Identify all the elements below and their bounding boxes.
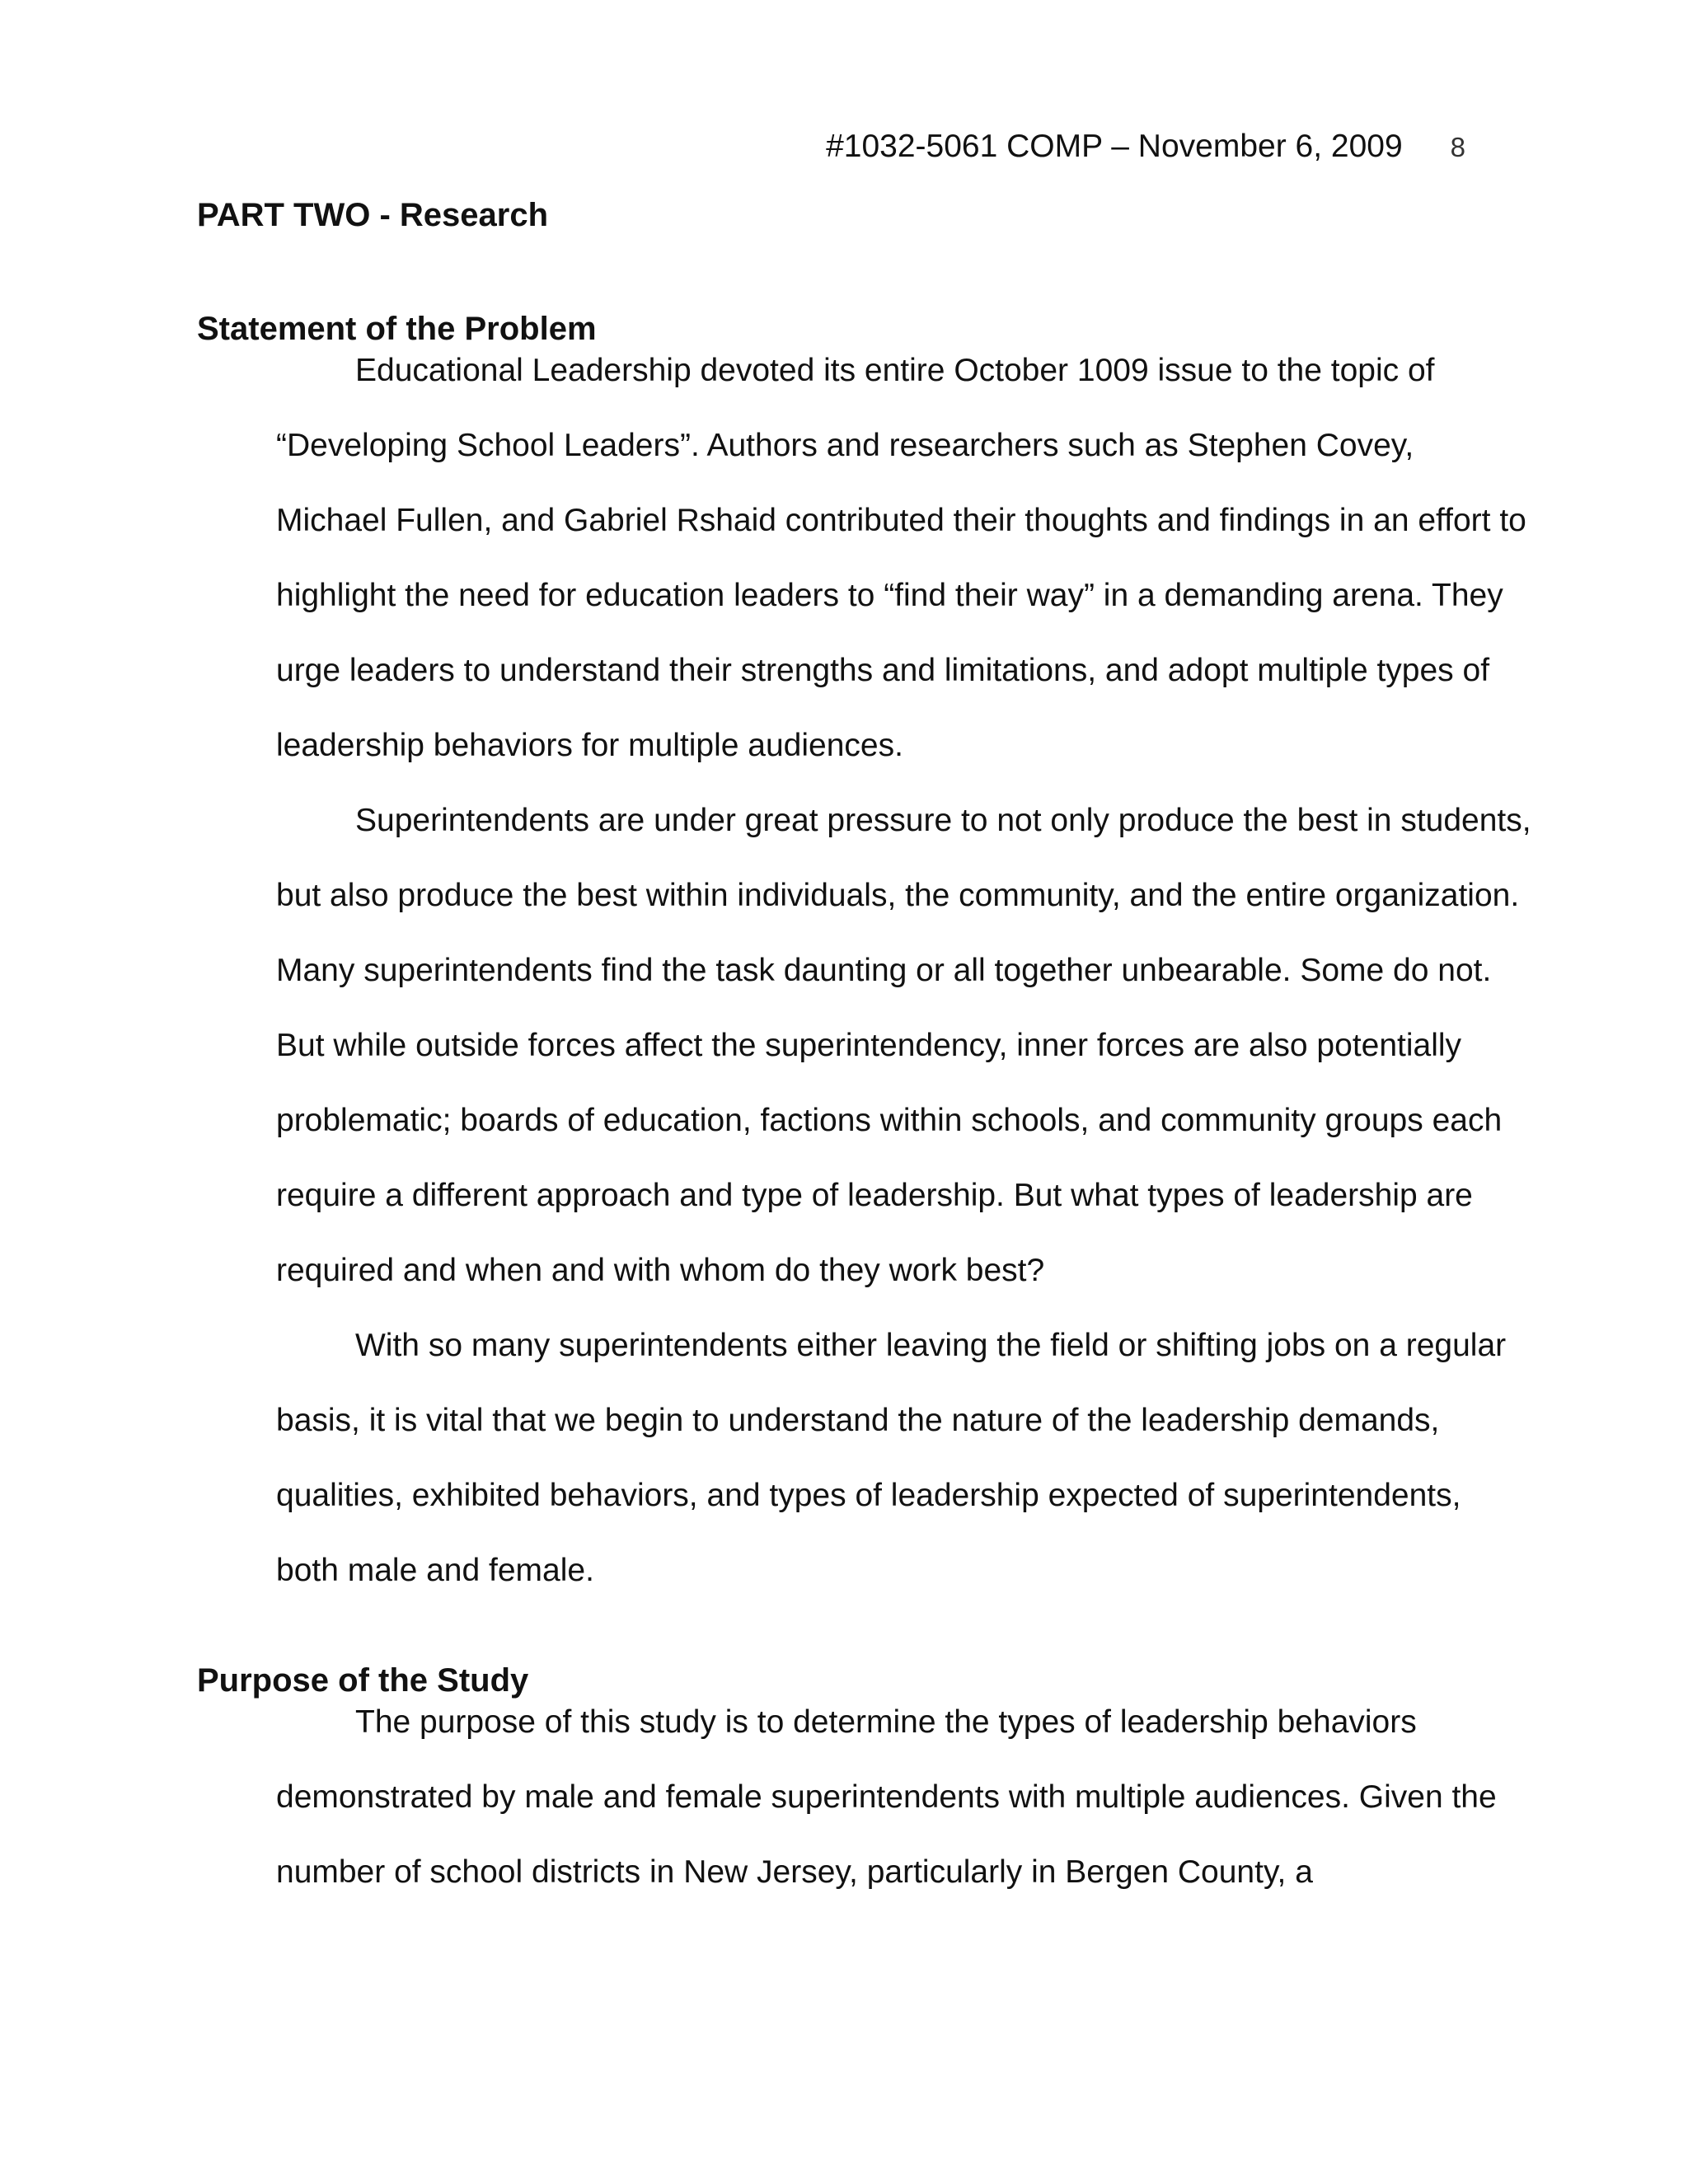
text-line: demonstrated by male and female superintendents with multiple audiences. Given the (276, 1779, 1497, 1815)
document-reference: #1032-5061 COMP – November 6, 2009 (826, 129, 1403, 164)
section-heading: Statement of the Problem (197, 311, 597, 347)
text-line: The purpose of this study is to determine the types of leadership behaviors (355, 1704, 1417, 1740)
part-title: PART TWO - Research (197, 197, 548, 233)
page-number: 8 (1450, 132, 1465, 162)
text-line: both male and female. (276, 1553, 594, 1588)
text-line: problematic; boards of education, factions within schools, and community groups each (276, 1103, 1503, 1138)
text-line: number of school districts in New Jersey, particularly in Bergen County, a (276, 1854, 1313, 1890)
text-line: With so many superintendents either leaving the field or shifting jobs on a regular (355, 1328, 1507, 1363)
text-line: leadership behaviors for multiple audiences. (276, 728, 903, 763)
section-heading: Purpose of the Study (197, 1662, 529, 1699)
text-line: Many superintendents find the task daunting or all together unbearable. Some do not. (276, 953, 1492, 988)
text-line: highlight the need for education leaders to “find their way” in a demanding arena. They (276, 578, 1503, 613)
paragraph (197, 783, 1531, 1308)
paragraph (197, 1308, 1507, 1608)
text-line: basis, it is vital that we begin to understand the nature of the leadership demands, (276, 1403, 1440, 1438)
text-line: required and when and with whom do they work best? (276, 1253, 1045, 1288)
text-line: “Developing School Leaders”. Authors and researchers such as Stephen Covey, (276, 428, 1414, 463)
text-line: qualities, exhibited behaviors, and types of leadership expected of superintendents, (276, 1478, 1461, 1513)
paragraph (197, 333, 1526, 783)
text-line: Superintendents are under great pressure to not only produce the best in students, (355, 803, 1531, 838)
text-line: But while outside forces affect the superintendency, inner forces are also potentially (276, 1028, 1462, 1063)
text-line: but also produce the best within individuals, the community, and the entire organization. (276, 878, 1520, 913)
text-line: urge leaders to understand their strengths and limitations, and adopt multiple types of (276, 653, 1490, 688)
section-purpose-of-study (197, 1661, 1499, 1910)
text-line: Michael Fullen, and Gabriel Rshaid contributed their thoughts and findings in an effort to (276, 503, 1526, 538)
text-line: Educational Leadership devoted its entire October 1009 issue to the topic of (355, 353, 1435, 388)
page-header (826, 130, 1465, 162)
section-statement-of-problem (197, 309, 1531, 1608)
paragraph (197, 1685, 1499, 1910)
text-line: require a different approach and type of leadership. But what types of leadership are (276, 1178, 1473, 1213)
